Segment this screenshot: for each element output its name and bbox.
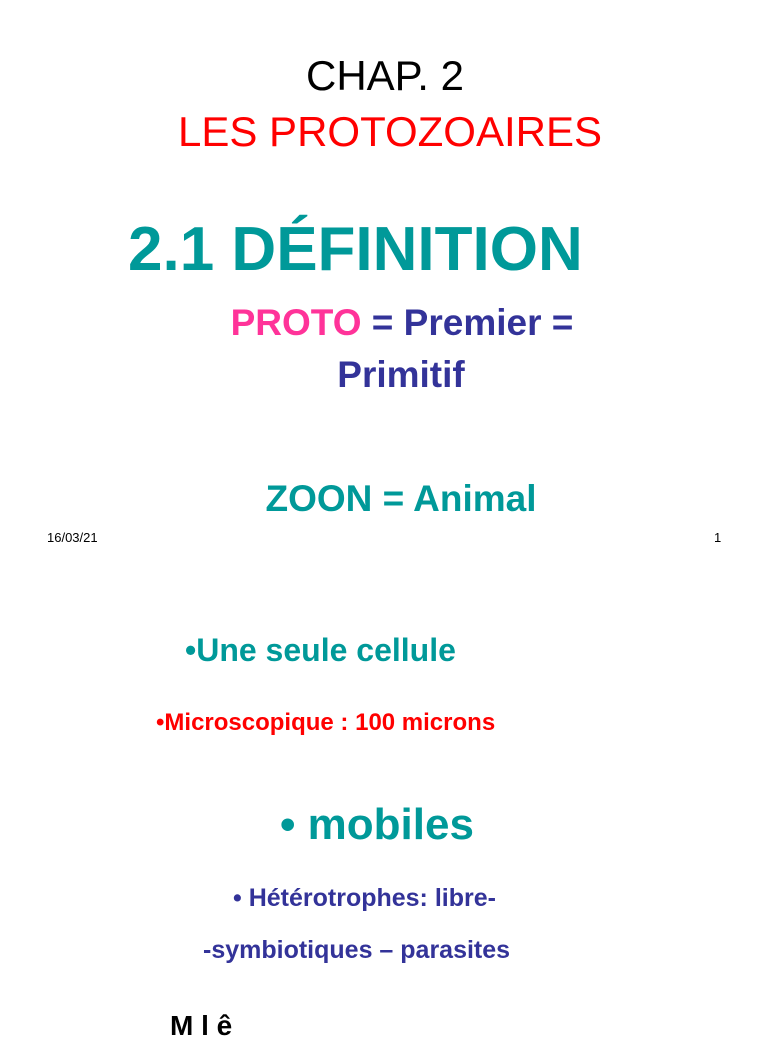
footer-date: 16/03/21	[47, 530, 98, 545]
chapter-title: LES PROTOZOAIRES	[178, 108, 602, 155]
section-heading: 2.1 DÉFINITION	[128, 215, 583, 284]
proto-meaning: = Premier =	[361, 302, 574, 343]
bullet-symbiotic: -symbiotiques – parasites	[203, 936, 511, 964]
bullet-heterotroph: • Hétérotrophes: libre-	[233, 884, 496, 912]
bullet-microscopic: •Microscopique : 100 microns	[156, 709, 496, 736]
proto-word: PROTO	[230, 302, 362, 343]
bullet-mobile: • mobiles	[280, 800, 474, 849]
bullet-single-cell: •Une seule cellule	[185, 632, 456, 668]
chapter-label: CHAP. 2	[306, 52, 464, 99]
cutoff-text-line: M l ê	[170, 1010, 233, 1041]
proto-meaning-line2: Primitif	[337, 354, 465, 395]
footer-page-number: 1	[714, 530, 722, 545]
proto-definition-line	[0, 302, 768, 344]
zoon-definition: ZOON = Animal	[265, 478, 537, 519]
